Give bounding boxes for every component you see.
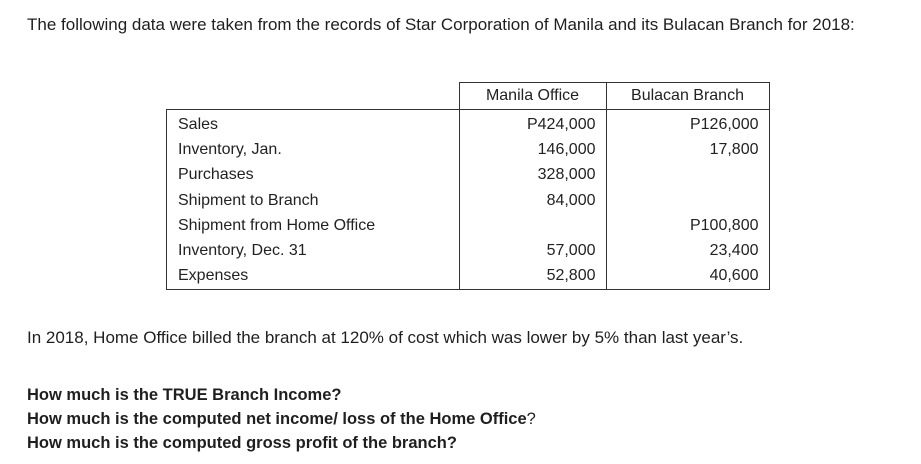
question-branch-gross-profit	[27, 431, 536, 455]
question-text: How much is the TRUE Branch Income?	[27, 386, 342, 404]
manila-value: 57,000	[459, 238, 606, 263]
manila-value: 328,000	[459, 163, 606, 188]
row-label: Shipment to Branch	[167, 188, 460, 213]
row-label: Inventory, Dec. 31	[167, 238, 460, 263]
records-table	[166, 82, 770, 290]
table-header-row	[167, 83, 770, 110]
table-row	[167, 238, 770, 263]
branch-value	[606, 188, 769, 213]
branch-value: 17,800	[606, 137, 769, 162]
branch-value: P100,800	[606, 213, 769, 238]
header-bulacan-branch: Bulacan Branch	[606, 83, 769, 110]
header-blank-cell	[167, 83, 460, 110]
row-label: Sales	[167, 110, 460, 138]
manila-value	[459, 213, 606, 238]
question-true-branch-income	[27, 383, 536, 407]
branch-value	[606, 163, 769, 188]
question-text: How much is the computed net income/ loss of the Home Office	[27, 410, 527, 428]
row-label: Purchases	[167, 163, 460, 188]
manila-value: 84,000	[459, 188, 606, 213]
row-label: Shipment from Home Office	[167, 213, 460, 238]
row-label: Expenses	[167, 264, 460, 290]
manila-value: P424,000	[459, 110, 606, 138]
row-label: Inventory, Jan.	[167, 137, 460, 162]
question-mark: ?	[526, 410, 536, 428]
table-row	[167, 188, 770, 213]
table-row	[167, 137, 770, 162]
branch-value: 40,600	[606, 264, 769, 290]
question-home-office-net-income	[27, 407, 536, 431]
header-manila-office: Manila Office	[459, 83, 606, 110]
table-row	[167, 213, 770, 238]
intro-paragraph: The following data were taken from the records of Star Corporation of Manila and its Bulacan Branch for 2018:	[27, 15, 855, 34]
manila-value: 146,000	[459, 137, 606, 162]
branch-value: P126,000	[606, 110, 769, 138]
question-list	[27, 383, 536, 455]
billing-note: In 2018, Home Office billed the branch at 120% of cost which was lower by 5% than last year’s.	[27, 328, 744, 347]
table-row	[167, 264, 770, 290]
manila-value: 52,800	[459, 264, 606, 290]
question-text: How much is the computed gross profit of the branch?	[27, 434, 457, 452]
branch-value: 23,400	[606, 238, 769, 263]
table-row	[167, 110, 770, 138]
table-row	[167, 163, 770, 188]
